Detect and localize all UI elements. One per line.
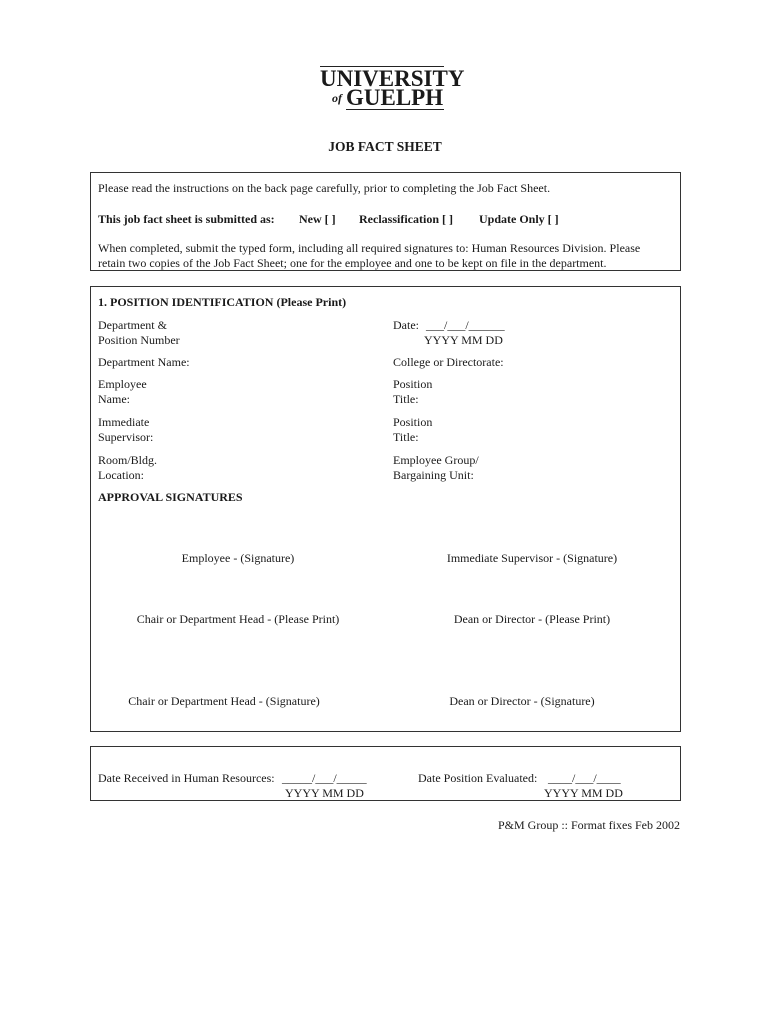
date-format: YYYY MM DD xyxy=(424,333,503,347)
option-new[interactable]: New [ ] xyxy=(299,212,336,226)
employee-group-label-1: Employee Group/ xyxy=(393,453,479,467)
supervisor-position-title-2: Title: xyxy=(393,430,419,444)
position-heading: 1. POSITION IDENTIFICATION (Please Print) xyxy=(98,295,347,309)
room-label-1: Room/Bldg. xyxy=(98,453,158,467)
position-title-label-2: Title: xyxy=(393,392,419,406)
employee-name-label-1: Employee xyxy=(98,377,147,391)
dean-signature-label: Dean or Director - (Signature) xyxy=(449,694,595,708)
position-box xyxy=(90,286,681,732)
submitted-as-label: This job fact sheet is submitted as: xyxy=(98,212,275,226)
dept-number-label-2: Position Number xyxy=(98,333,180,347)
evaluated-label: Date Position Evaluated: xyxy=(418,771,538,785)
when-completed-line-1: When completed, submit the typed form, including all required signatures to: Human Resources Division. Please xyxy=(98,241,641,255)
supervisor-label-2: Supervisor: xyxy=(98,430,154,444)
approval-heading: APPROVAL SIGNATURES xyxy=(98,490,243,504)
college-label: College or Directorate: xyxy=(393,355,504,369)
logo-line-1: UNIVERSITY xyxy=(320,66,465,91)
position-title-label-1: Position xyxy=(393,377,433,391)
chair-print-label: Chair or Department Head - (Please Print) xyxy=(136,612,340,626)
supervisor-position-title-1: Position xyxy=(393,415,433,429)
chair-signature-label: Chair or Department Head - (Signature) xyxy=(128,694,320,708)
date-label: Date: xyxy=(393,318,419,332)
dean-print-label: Dean or Director - (Please Print) xyxy=(453,612,611,626)
option-reclassification[interactable]: Reclassification [ ] xyxy=(359,212,453,226)
logo-of: of xyxy=(332,91,342,105)
room-label-2: Location: xyxy=(98,468,144,482)
supervisor-label-1: Immediate xyxy=(98,415,150,429)
employee-group-label-2: Bargaining Unit: xyxy=(393,468,474,482)
date-blank[interactable]: ___/___/______ xyxy=(426,318,505,332)
logo-line-2: GUELPH xyxy=(346,85,444,110)
supervisor-signature-label: Immediate Supervisor - (Signature) xyxy=(446,551,618,565)
received-format: YYYY MM DD xyxy=(285,786,364,800)
instructions-text: Please read the instructions on the back page carefully, prior to completing the Job Fact Sheet. xyxy=(98,181,551,195)
dept-name-label: Department Name: xyxy=(98,355,190,369)
evaluated-format: YYYY MM DD xyxy=(544,786,623,800)
received-blank[interactable]: _____/___/_____ xyxy=(282,771,367,785)
option-update-only[interactable]: Update Only [ ] xyxy=(479,212,559,226)
received-label: Date Received in Human Resources: xyxy=(98,771,275,785)
employee-name-label-2: Name: xyxy=(98,392,130,406)
employee-signature-label: Employee - (Signature) xyxy=(181,551,295,565)
university-logo xyxy=(318,66,465,110)
evaluated-blank[interactable]: ____/___/____ xyxy=(548,771,621,785)
footer-note: P&M Group :: Format fixes Feb 2002 xyxy=(498,818,680,832)
dept-number-label-1: Department & xyxy=(98,318,167,332)
page-title: JOB FACT SHEET xyxy=(328,139,442,154)
when-completed-line-2: retain two copies of the Job Fact Sheet; one for the employee and one to be kept on file in the department. xyxy=(98,256,607,270)
